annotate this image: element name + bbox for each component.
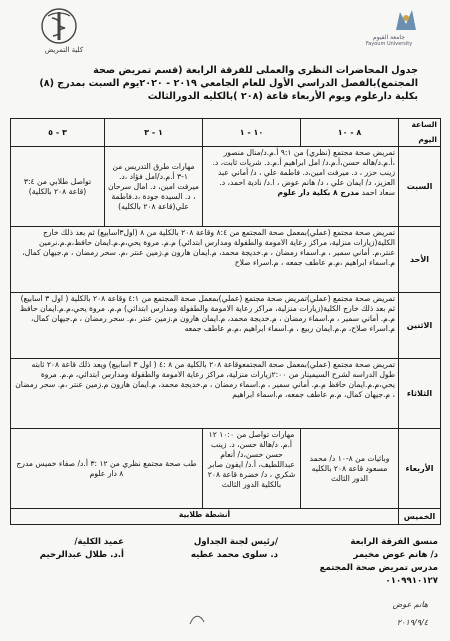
wed-session-1: وبائيات من ٨-١٠ د/ محمد مسعود قاعة ٢٠٨ بالكليه الدور الثالث	[301, 429, 399, 509]
page-mark-icon	[186, 612, 208, 628]
sat-session-1	[203, 147, 399, 227]
sun-session: تمريض صحة مجتمع (عملي)بمعمل صحة المجتمع من ٨:٤ وقاعة ٢٠٨ بالكلية من ٨ (اول٣اسابيع) ثم بعد ذلك خارج الكلية(زيارات منزلية، مراكز رعاية الامومة والطفولة ومدارس ابتدائي) م.م. مروة يحي،م.م.ايمان حافظ،م.م.نرمين عنتر،م. أماني سمير ، م.اسماء رمضان ، م.خديجة محمد، م.ايمان هارون م.زمين عنتر ،م. سحر رمضان ، م.جيهان كمال، م.اسماء ابراهيم ،م.م عاطف جمعه ، م.اسراء صلاح	[11, 227, 399, 293]
dean-signature: عميد الكلية/ أ.د. طلال عبدالرحيم	[39, 537, 124, 560]
faculty-label: كلية التمريض	[44, 46, 84, 54]
day-saturday: السبت	[399, 147, 441, 227]
committee-signature: /رئيس لجنة الجداول د. سلوى محمد عطيه	[190, 537, 278, 560]
day-tuesday: الثلاثاء	[399, 359, 441, 429]
time-header-4: ٣ - ٥	[11, 119, 105, 147]
row-sunday	[11, 227, 441, 293]
day-thursday: الخميس	[399, 509, 441, 525]
header-row	[11, 119, 441, 147]
tue-session: تمريض صحة مجتمع (عملي)بمعمل صحة المجتمعوقاعة ٢٠٨ بالكلية من ٨ :٤ ( اول ٣ اسابيع) ويعد ذلك قاعة ٢٠٨ ثابته طول الدراسه لشرح السيمينار من ٢:٠٠زيارات منزلية، مراكز رعاية الامومة والطفولة ومدارس ابتدائي، م.م. مروة يحي،م.م.ايمان حافظ م.م. أماني سمير ، م.اسماء رمضان ، م.خديجة محمد، م.ايمان هارون م.زمين عنتر ،م. سحر رمضان ، م.جيهان كمال، م.م عاطف جمعه، م.اسماء ابراهيم	[11, 359, 399, 429]
time-header-2: ١٠ - ١	[203, 119, 301, 147]
day-sunday: الأحد	[399, 227, 441, 293]
page-title: جدول المحاضرات النظرى والعملى للفرقة الرابعة (قسم تمريض صحة المجتمع)بالفصل الدراسي الأول للعام الجامعي ٢٠١٩ - ٢٠٢٠يوم السبت بمدرج (٨) بكلية دارعلوم ويوم الأربعاء قاعة (٢٠٨ )بالكليه الدورالثالث	[39, 65, 418, 102]
time-header-3: ١ - ٣	[105, 119, 203, 147]
row-saturday	[11, 147, 441, 227]
day-wednesday: الأربعاء	[399, 429, 441, 509]
corner-day-label: اليوم	[418, 135, 437, 144]
sat-session-1-text: تمريض صحة مجتمع (نظري) من ٩:١ أ.م.د/منال منصور ،أ.م.د/هاله حسن،أ.م.د/ امل ابراهيم أ.م.د. شريات ثابت، د. زينب حزر ، د. ميرفت امين،د. فاطمة علي ، د/ أماني عبد العزيز، د/ ايمان علي ، د/ هانم عوض ، ا.د/ نادية احمد، د. سعاد احمد	[212, 148, 395, 197]
time-header-1: ٨ - ١٠	[301, 119, 399, 147]
day-monday: الاثنين	[399, 293, 441, 359]
handwritten-name: هانم عوض	[392, 600, 428, 609]
university-name-en: Fayoum University	[365, 41, 413, 47]
row-monday	[11, 293, 441, 359]
wed-session-2: مهارات تواصل من ١٠:٠ ١٢ أ.م. د/هالة حسن، د. زينب حسن حسن،د/ أنعام عبداللطيف، أ.د/ ايفون صابر شكري ، د/ خضرة قاعة ٢٠٨ بالكلية الدور الثالث	[203, 429, 301, 509]
handwritten-date: ٢٠١٩/٩/٤	[396, 618, 428, 627]
sat-session-3: تواصل طلابي من ٣:٤ (قاعة ٢٠٨ بالكلية)	[11, 147, 105, 227]
mon-session: تمريض صحة مجتمع (عملي)تمريض صحة مجتمع (عملي)بمعمل صحة المجتمع من ٤:١ وقاعة ٢٠٨ بالكلية ( اول ٣ اسابيع) ثم بعد ذلك خارج الكلية(زيارات منزلية، مراكز رعاية الامومة والطفولة ومدارس ابتدائي) م.م. مروة يحي،م.م.ايمان حافظ م.م. أماني سمير ، م.اسماء رمضان ، م.خديجة محمد، م.ايمان هارون م.زمين عنتر ،م. سحر رمضان ، م.جيهان كمال، م.اسراء صلاح، م.م.ايمان ربيع ، م.اسماء ابراهيم ،م.م عاطف جمعه	[11, 293, 399, 359]
university-name-ar: جامعة الفيوم	[373, 34, 405, 41]
sat-session-2: مهارات طرق التدريس من ١-٣ أ.م.د/امل فؤاد ،د. ميرفت امين، د. امال سرحان ، د. السيدة جودة ،د.فاطمة علي(قاعة ٢٠٨ بالكليه)	[105, 147, 203, 227]
coordinator-signature: منسق الفرقة الرابعة د/ هانم عوض مخيمر مدرس تمريض صحة المجتمع ٠١٠٩٩١٠١٢٧	[319, 537, 438, 586]
university-emblem-icon	[356, 8, 422, 34]
row-tuesday	[11, 359, 441, 429]
wed-session-3: طب صحة مجتمع نظري من ١٢ :٣ أ.د/ صفاء خميس مدرج ٨ دار علوم	[11, 429, 203, 509]
university-logo	[356, 8, 426, 52]
corner-time-label: الساعة	[411, 120, 437, 129]
row-thursday	[11, 509, 441, 525]
schedule-table	[10, 118, 441, 525]
nursing-emblem-icon	[28, 6, 90, 46]
corner-cell	[399, 119, 441, 147]
sat-session-1-venue: مدرج ٨ بكلية دار علوم	[277, 188, 360, 197]
thu-session: أنشطة طلابية	[11, 509, 399, 525]
row-wednesday	[11, 429, 441, 509]
faculty-logo	[28, 6, 90, 58]
